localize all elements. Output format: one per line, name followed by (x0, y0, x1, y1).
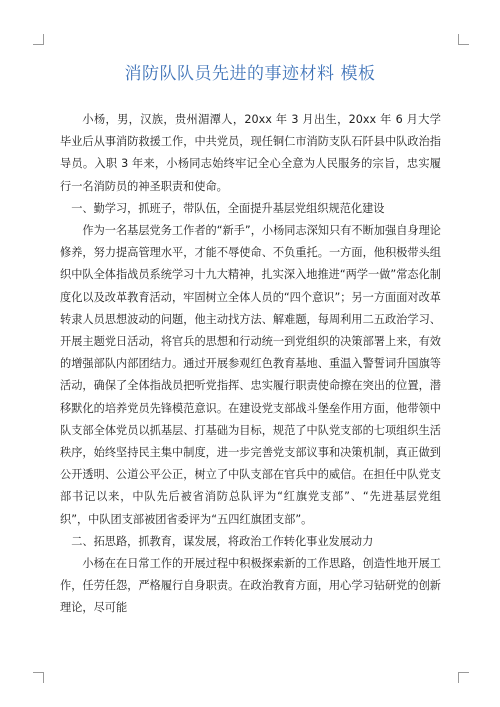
section-1-paragraph: 作为一名基层党务工作者的“新手”，小杨同志深知只有不断加强自身理论修养，努力提高管理水平，才能不辱使命、不负重托。一方面，他积极带头组织中队全体指战员系统学习十九大精神，扎实深入地推进“两学一做”常态化制度化以及改革教育活动，牢固树立全体人员的“四个意识”；另一方面面对改革转隶人员思想波动的问题，他主动找方法、解难题，每周利用二五政治学习、开展主题党日活动，将官兵的思想和行动统一到党组织的决策部署上来，有效的增强部队内部团结力。通过开展参观红色教育基地、重温入警誓词升国旗等活动，确保了全体指战员把听党指挥、忠实履行职责使命擦在突出的位置，潜移默化的培养党员先锋模范意识。在建设党支部战斗堡垒作用方面，他带领中队支部全体党员以抓基层、打基础为目标，规范了中队党支部的七项组织生活秩序，始终坚持民主集中制度，进一步完善党支部议事和决策机制，真正做到公开透明、公道公平公正，树立了中队支部在官兵中的威信。在担任中队党支部书记以来，中队先后被省消防总队评为“红旗党支部”、“先进基层党组织”，中队团支部被团省委评为“五四红旗团支部”。 (60, 224, 441, 526)
document-title: 消防队队员先进的事迹材料 模板 (124, 64, 376, 84)
crop-mark-top-left (33, 34, 44, 45)
crop-mark-top-right (458, 34, 469, 45)
section-2-paragraph: 小杨在在日常工作的开展过程中积极探索新的工作思路，创造性地开展工作，任劳任怨，严格履行自身职责。在政治教育方面，用心学习钻研党的创新理论，尽可能 (60, 557, 441, 615)
crop-mark-bottom-left (33, 672, 44, 683)
section-heading-2: 二、拓思路，抓教育，谋发展，将政治工作转化事业发展动力 (71, 534, 374, 548)
section-heading-1: 一、勤学习，抓班子，带队伍，全面提升基层党组织规范化建设 (71, 201, 385, 215)
intro-paragraph: 小杨，男，汉族，贵州湄潭人，20xx 年 3 月出生，20xx 年 6 月大学毕业后从事消防救援工作，中共党员，现任铜仁市消防支队石阡县中队政治指导员。入职 3 年来，小杨同志始终牢记全心全意为人民服务的宗旨，忠实履行一名消防员的神圣职责和使命。 (60, 113, 441, 193)
crop-mark-bottom-right (458, 672, 469, 683)
document-body (60, 109, 441, 620)
